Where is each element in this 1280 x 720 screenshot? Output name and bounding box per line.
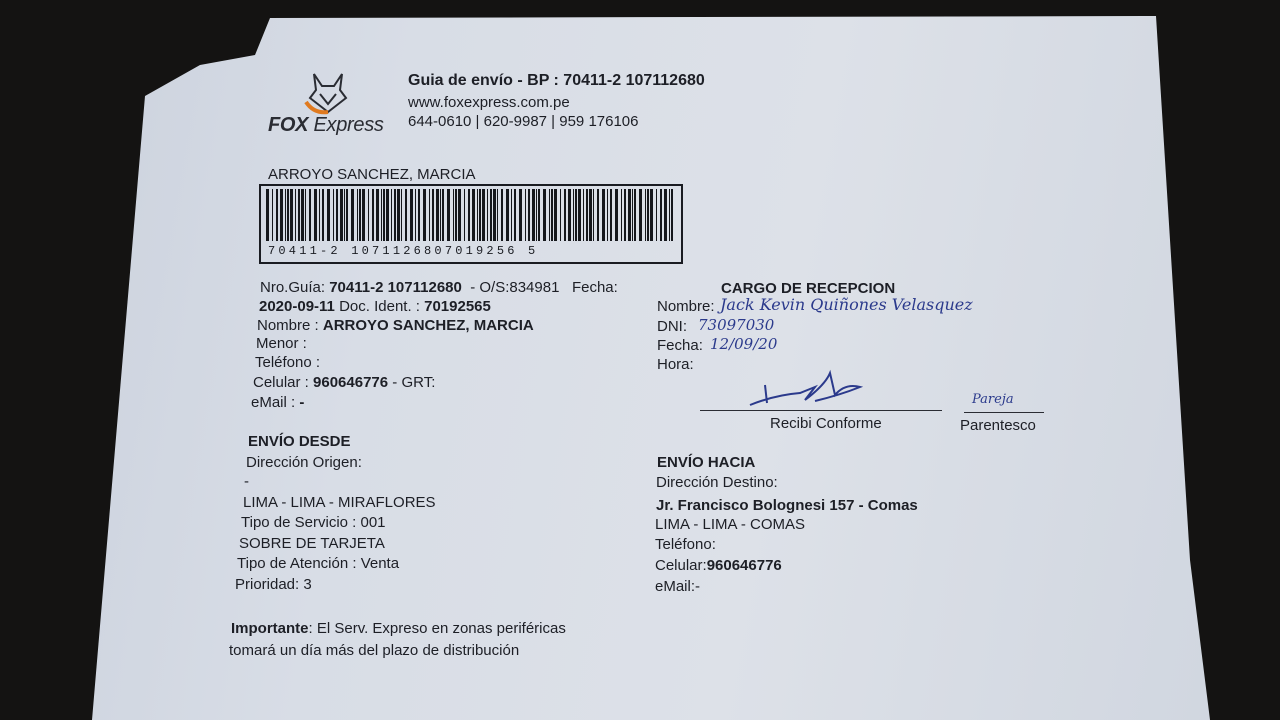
barcode-bar bbox=[266, 189, 269, 241]
barcode-bar bbox=[397, 189, 400, 241]
barcode-bar bbox=[634, 189, 636, 241]
nota-text-1: : El Serv. Expreso en zonas periféricas bbox=[308, 620, 566, 637]
barcode-bar bbox=[436, 189, 439, 241]
barcode-bar bbox=[578, 189, 581, 241]
barcode-bar bbox=[628, 189, 631, 241]
barcode-bar bbox=[583, 189, 584, 241]
barcode-bar bbox=[647, 189, 649, 241]
barcode-bar bbox=[362, 189, 365, 241]
destino-celular-label: Celular: bbox=[655, 557, 707, 574]
barcode-bar bbox=[519, 189, 522, 241]
barcode-bar bbox=[610, 189, 612, 241]
barcode-bar bbox=[285, 189, 286, 241]
barcode-bar bbox=[344, 189, 345, 241]
barcode-bar bbox=[305, 189, 306, 241]
signature-line bbox=[700, 410, 942, 411]
cargo-fecha-label: Fecha: bbox=[657, 337, 703, 354]
cargo-title: CARGO DE RECEPCION bbox=[721, 280, 896, 297]
barcode-bar bbox=[656, 189, 657, 241]
barcode-bar bbox=[458, 189, 461, 241]
nombre-label: Nombre : bbox=[257, 317, 319, 334]
nota-label: Importante bbox=[231, 620, 309, 637]
brand-rest: Express bbox=[313, 114, 384, 136]
barcode-bar bbox=[660, 189, 662, 241]
barcode-bar bbox=[597, 189, 599, 241]
barcode-bar bbox=[564, 189, 566, 241]
celular-value: 960646776 bbox=[313, 374, 389, 391]
doc-value: 70192565 bbox=[424, 298, 491, 315]
barcode-bar bbox=[319, 189, 320, 241]
barcode-bar bbox=[482, 189, 485, 241]
barcode-bar bbox=[472, 189, 475, 241]
barcode-bar bbox=[272, 189, 273, 241]
barcode-bar bbox=[560, 189, 561, 241]
barcode-bar bbox=[568, 189, 571, 241]
barcode-bar bbox=[276, 189, 278, 241]
barcode-bar bbox=[506, 189, 509, 241]
barcode-bar bbox=[336, 189, 338, 241]
barcode-bar bbox=[453, 189, 454, 241]
barcode-bar bbox=[497, 189, 498, 241]
cargo-dni-handwritten: 73097030 bbox=[698, 316, 775, 334]
barcode-bar bbox=[314, 189, 317, 241]
barcode-bar bbox=[333, 189, 334, 241]
barcode-bar bbox=[511, 189, 512, 241]
email-value: - bbox=[299, 394, 305, 411]
barcode-bar bbox=[586, 189, 588, 241]
cargo-hora-label: Hora: bbox=[657, 356, 694, 373]
cargo-fecha-handwritten: 12/09/20 bbox=[710, 335, 778, 353]
direccion-destino-value: Jr. Francisco Bolognesi 157 - Comas bbox=[656, 497, 918, 514]
barcode-bar bbox=[447, 189, 450, 241]
barcode-bar bbox=[575, 189, 577, 241]
barcode-bar bbox=[440, 189, 441, 241]
barcode-bar bbox=[490, 189, 492, 241]
brand-bold: FOX bbox=[268, 114, 309, 136]
barcode-bar bbox=[650, 189, 653, 241]
barcode-bar bbox=[538, 189, 540, 241]
barcode bbox=[264, 189, 676, 241]
tipo-atencion: Tipo de Atención : Venta bbox=[237, 555, 400, 572]
recibi-conforme-label: Recibi Conforme bbox=[770, 415, 882, 432]
barcode-bar bbox=[298, 189, 300, 241]
cargo-dni-label: DNI: bbox=[657, 318, 687, 335]
origen-ubicacion: LIMA - LIMA - MIRAFLORES bbox=[243, 494, 436, 511]
envio-hacia-title: ENVÍO HACIA bbox=[657, 454, 756, 471]
barcode-bar bbox=[664, 189, 667, 241]
barcode-bar bbox=[615, 189, 618, 241]
barcode-bar bbox=[493, 189, 496, 241]
barcode-bar bbox=[368, 189, 369, 241]
barcode-bar bbox=[639, 189, 642, 241]
nombre-value: ARROYO SANCHEZ, MARCIA bbox=[322, 317, 534, 334]
barcode-bar bbox=[479, 189, 481, 241]
barcode-bar bbox=[477, 189, 478, 241]
barcode-bar bbox=[632, 189, 633, 241]
parentesco-line bbox=[964, 412, 1044, 413]
barcode-bar bbox=[671, 189, 673, 241]
fecha-value: 2020-09-11 bbox=[259, 298, 335, 315]
recipient-name-top: ARROYO SANCHEZ, MARCIA bbox=[268, 166, 476, 183]
barcode-bar bbox=[501, 189, 503, 241]
fox-head-icon bbox=[300, 68, 356, 116]
barcode-bar bbox=[429, 189, 430, 241]
fecha-doc-row bbox=[259, 298, 491, 315]
barcode-bar bbox=[410, 189, 413, 241]
guia-value: 70411-2 107112680 bbox=[329, 279, 462, 296]
prioridad: Prioridad: 3 bbox=[235, 576, 312, 593]
barcode-bar bbox=[602, 189, 605, 241]
barcode-bar bbox=[645, 189, 646, 241]
barcode-bar bbox=[455, 189, 457, 241]
barcode-bar bbox=[551, 189, 553, 241]
destino-ubicacion: LIMA - LIMA - COMAS bbox=[655, 516, 806, 533]
telefono-label: Teléfono : bbox=[255, 354, 321, 371]
direccion-destino-label: Dirección Destino: bbox=[656, 474, 778, 491]
barcode-bar bbox=[593, 189, 594, 241]
barcode-bar bbox=[536, 189, 537, 241]
destino-email: eMail:- bbox=[655, 578, 701, 595]
nota-line-1 bbox=[231, 620, 566, 637]
barcode-bar bbox=[432, 189, 434, 241]
barcode-bar bbox=[418, 189, 420, 241]
fecha-label: Fecha: bbox=[571, 279, 618, 296]
os-label: - O/S:834981 bbox=[470, 279, 560, 296]
barcode-bar bbox=[525, 189, 526, 241]
destino-celular-row bbox=[655, 557, 782, 574]
barcode-bar bbox=[372, 189, 374, 241]
barcode-bar bbox=[554, 189, 557, 241]
barcode-bar bbox=[376, 189, 379, 241]
brand-logo bbox=[268, 114, 384, 137]
direccion-origen-label: Dirección Origen: bbox=[246, 454, 362, 471]
barcode-bar bbox=[346, 189, 348, 241]
barcode-bar bbox=[287, 189, 289, 241]
barcode-bar bbox=[322, 189, 324, 241]
parentesco-label: Parentesco bbox=[960, 417, 1036, 434]
barcode-bar bbox=[295, 189, 296, 241]
barcode-bar bbox=[280, 189, 283, 241]
barcode-bar bbox=[351, 189, 354, 241]
barcode-bar bbox=[549, 189, 550, 241]
barcode-bar bbox=[383, 189, 385, 241]
barcode-bar bbox=[309, 189, 311, 241]
barcode-bar bbox=[532, 189, 535, 241]
tipo-servicio: Tipo de Servicio : 001 bbox=[241, 514, 386, 531]
email-label: eMail : bbox=[251, 394, 296, 411]
barcode-bar bbox=[464, 189, 465, 241]
barcode-bar bbox=[381, 189, 382, 241]
barcode-bar bbox=[357, 189, 358, 241]
barcode-bar bbox=[391, 189, 392, 241]
destino-telefono: Teléfono: bbox=[655, 536, 716, 553]
barcode-bar bbox=[589, 189, 592, 241]
waybill-title: Guia de envío - BP : 70411-2 107112680 bbox=[408, 72, 705, 89]
barcode-bar bbox=[468, 189, 470, 241]
barcode-bar bbox=[415, 189, 416, 241]
barcode-bar bbox=[442, 189, 444, 241]
barcode-number: 70411-2 1071126807019256 5 bbox=[268, 244, 539, 258]
celular-label: Celular : bbox=[253, 374, 309, 391]
barcode-bar bbox=[359, 189, 361, 241]
nota-text-2: tomará un día más del plazo de distribución bbox=[229, 642, 520, 659]
barcode-bar bbox=[528, 189, 530, 241]
nombre-row bbox=[257, 317, 534, 334]
doc-label: Doc. Ident. : bbox=[339, 298, 420, 315]
parentesco-handwritten: Pareja bbox=[972, 392, 1014, 407]
cargo-nombre-handwritten: Jack Kevin Quiñones Velasquez bbox=[720, 295, 973, 314]
barcode-bar bbox=[301, 189, 304, 241]
barcode-bar bbox=[327, 189, 330, 241]
signature bbox=[745, 365, 865, 415]
barcode-bar bbox=[487, 189, 488, 241]
barcode-bar bbox=[624, 189, 626, 241]
barcode-bar bbox=[290, 189, 293, 241]
barcode-bar bbox=[340, 189, 343, 241]
barcode-bar bbox=[514, 189, 516, 241]
destino-celular-value: 960646776 bbox=[706, 557, 782, 574]
barcode-bar bbox=[401, 189, 402, 241]
barcode-bar bbox=[543, 189, 546, 241]
barcode-bar bbox=[669, 189, 670, 241]
producto: SOBRE DE TARJETA bbox=[239, 535, 385, 552]
celular-row bbox=[253, 374, 435, 391]
guia-row bbox=[260, 279, 618, 296]
barcode-bar bbox=[621, 189, 622, 241]
barcode-bar bbox=[386, 189, 389, 241]
barcode-bar bbox=[423, 189, 426, 241]
cargo-nombre-label: Nombre: bbox=[657, 298, 715, 315]
menor-label: Menor : bbox=[256, 335, 307, 352]
barcode-bar bbox=[573, 189, 574, 241]
barcode-bar bbox=[394, 189, 396, 241]
envio-desde-title: ENVÍO DESDE bbox=[248, 433, 351, 450]
barcode-bar bbox=[405, 189, 407, 241]
website: www.foxexpress.com.pe bbox=[408, 94, 570, 111]
barcode-bar bbox=[607, 189, 608, 241]
guia-label: Nro.Guía: bbox=[260, 279, 326, 296]
phones: 644-0610 | 620-9987 | 959 176106 bbox=[408, 113, 639, 130]
direccion-origen-value: - bbox=[244, 473, 249, 490]
grt-label: - GRT: bbox=[392, 374, 436, 391]
email-row bbox=[251, 394, 304, 411]
